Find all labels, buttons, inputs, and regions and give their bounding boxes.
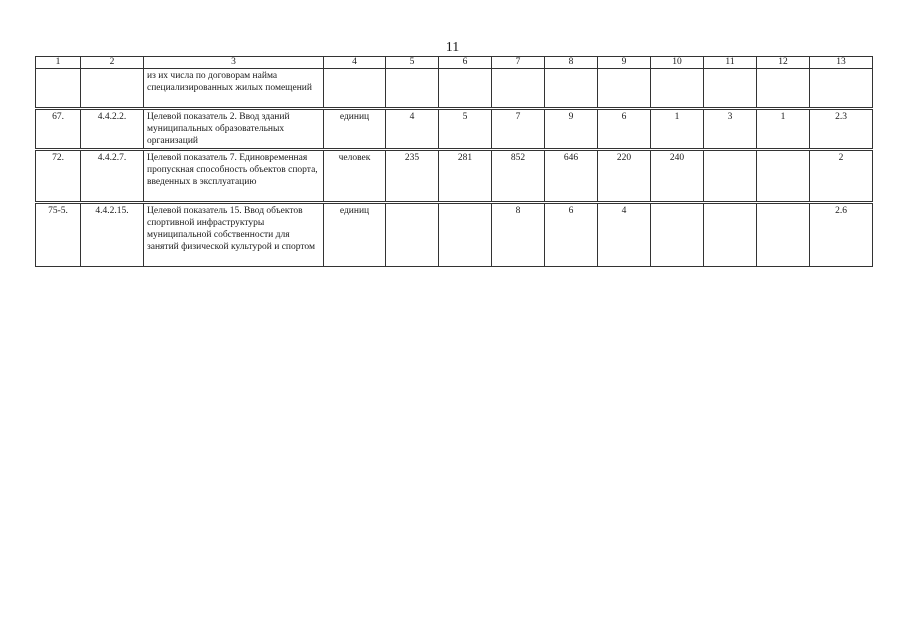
- value-cell: 220: [598, 151, 651, 202]
- value-cell: 9: [545, 110, 598, 149]
- value-cell: [386, 204, 439, 267]
- value-cell: [545, 69, 598, 108]
- value-cell: [439, 69, 492, 108]
- value-cell: 6: [545, 204, 598, 267]
- indicator-name-cell: Целевой показатель 2. Ввод зданий муниципальных образовательных организаций: [144, 110, 324, 149]
- indicator-name-cell: Целевой показатель 7. Единовременная пропускная способность объектов спорта, введенных в эксплуатацию: [144, 151, 324, 202]
- indicator-name-cell: из их числа по договорам найма специализированных жилых помещений: [144, 69, 324, 108]
- value-cell: [757, 204, 810, 267]
- table-row: [36, 69, 873, 108]
- column-header: 7: [492, 57, 545, 69]
- row-number-cell: 67.: [36, 110, 81, 149]
- value-cell: [439, 204, 492, 267]
- row-number-cell: 75-5.: [36, 204, 81, 267]
- column-header: 13: [810, 57, 873, 69]
- value-cell: 3: [704, 110, 757, 149]
- value-cell: 281: [439, 151, 492, 202]
- value-cell: [492, 69, 545, 108]
- value-cell: [651, 204, 704, 267]
- value-cell: [704, 69, 757, 108]
- column-header: 12: [757, 57, 810, 69]
- column-header: 5: [386, 57, 439, 69]
- unit-cell: единиц: [324, 110, 386, 149]
- value-cell: [704, 151, 757, 202]
- value-cell: [810, 69, 873, 108]
- value-cell: 5: [439, 110, 492, 149]
- code-cell: [81, 69, 144, 108]
- column-header: 11: [704, 57, 757, 69]
- value-cell: 2.6: [810, 204, 873, 267]
- table-row: [36, 110, 873, 149]
- value-cell: 1: [757, 110, 810, 149]
- value-cell: [651, 69, 704, 108]
- indicators-table: [35, 56, 873, 267]
- column-header: 10: [651, 57, 704, 69]
- value-cell: 4: [386, 110, 439, 149]
- value-cell: 235: [386, 151, 439, 202]
- column-header: 9: [598, 57, 651, 69]
- table-header: [36, 57, 873, 69]
- indicator-name-cell: Целевой показатель 15. Ввод объектов спортивной инфраструктуры муниципальной собственности для занятий физической культурой и спортом: [144, 204, 324, 267]
- value-cell: [598, 69, 651, 108]
- code-cell: 4.4.2.7.: [81, 151, 144, 202]
- column-header: 2: [81, 57, 144, 69]
- column-header: 3: [144, 57, 324, 69]
- row-number-cell: 72.: [36, 151, 81, 202]
- value-cell: 646: [545, 151, 598, 202]
- value-cell: 8: [492, 204, 545, 267]
- value-cell: 7: [492, 110, 545, 149]
- unit-cell: [324, 69, 386, 108]
- value-cell: [704, 204, 757, 267]
- table-row: [36, 204, 873, 267]
- column-header: 8: [545, 57, 598, 69]
- value-cell: 240: [651, 151, 704, 202]
- value-cell: [757, 151, 810, 202]
- table-row: [36, 151, 873, 202]
- value-cell: [386, 69, 439, 108]
- code-cell: 4.4.2.2.: [81, 110, 144, 149]
- row-number-cell: [36, 69, 81, 108]
- value-cell: 6: [598, 110, 651, 149]
- value-cell: 2: [810, 151, 873, 202]
- value-cell: 4: [598, 204, 651, 267]
- value-cell: 1: [651, 110, 704, 149]
- column-number-row: [36, 57, 873, 69]
- column-header: 4: [324, 57, 386, 69]
- page-number: 11: [445, 40, 460, 55]
- value-cell: 2.3: [810, 110, 873, 149]
- unit-cell: человек: [324, 151, 386, 202]
- unit-cell: единиц: [324, 204, 386, 267]
- column-header: 1: [36, 57, 81, 69]
- code-cell: 4.4.2.15.: [81, 204, 144, 267]
- value-cell: 852: [492, 151, 545, 202]
- column-header: 6: [439, 57, 492, 69]
- value-cell: [757, 69, 810, 108]
